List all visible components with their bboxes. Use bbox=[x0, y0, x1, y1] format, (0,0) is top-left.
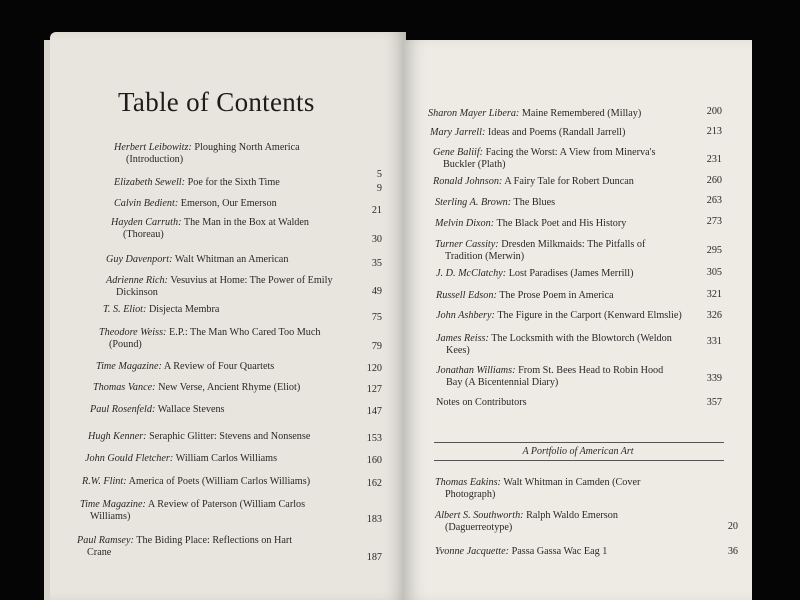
toc-entry bbox=[90, 404, 346, 416]
entry-title: Ploughing North America bbox=[194, 142, 300, 153]
entry-author: J. D. McClatchy: bbox=[436, 268, 507, 279]
entry-first-line bbox=[77, 535, 346, 547]
entry-page-number: 49 bbox=[371, 286, 382, 297]
entry-page-number: 75 bbox=[371, 312, 382, 323]
entry-title: Passa Gassa Wac Eag 1 bbox=[511, 546, 608, 557]
entry-page-number: 187 bbox=[366, 552, 382, 563]
entry-page-number: 339 bbox=[706, 373, 722, 384]
divider-bottom bbox=[434, 460, 724, 461]
entry-page-number: 231 bbox=[706, 154, 722, 165]
entry-page-number: 147 bbox=[366, 406, 382, 417]
entry-author: Thomas Vance: bbox=[93, 382, 156, 393]
entry-first-line bbox=[88, 431, 346, 443]
toc-entry bbox=[96, 361, 346, 373]
entry-first-line bbox=[430, 127, 692, 139]
entry-title-continuation: Bay (A Bicentennial Diary) bbox=[446, 377, 559, 388]
entry-title: Lost Paradises (James Merrill) bbox=[508, 268, 634, 279]
entry-title: E.P.: The Man Who Cared Too Much bbox=[169, 327, 321, 338]
entry-title: Poe for the Sixth Time bbox=[187, 177, 280, 188]
entry-title: A Fairy Tale for Robert Duncan bbox=[504, 176, 634, 187]
toc-entry bbox=[436, 365, 692, 389]
entry-first-line bbox=[435, 477, 692, 489]
entry-first-line bbox=[436, 290, 692, 302]
entry-page-number: 305 bbox=[706, 267, 722, 278]
entry-first-line bbox=[436, 397, 692, 409]
entry-first-line bbox=[106, 254, 346, 266]
entry-title: America of Poets (William Carlos Williams) bbox=[128, 476, 311, 487]
entry-first-line bbox=[85, 453, 346, 465]
entry-page-number: 357 bbox=[706, 397, 722, 408]
entry-page-number: 200 bbox=[706, 106, 722, 117]
toc-entry bbox=[99, 327, 346, 351]
entry-page-number: 20 bbox=[727, 521, 738, 532]
entry-author: Guy Davenport: bbox=[106, 254, 173, 265]
entry-first-line bbox=[436, 333, 692, 345]
toc-entry bbox=[114, 198, 346, 210]
toc-entry bbox=[430, 127, 692, 139]
entry-author: Jonathan Williams: bbox=[436, 365, 516, 376]
entry-title-continuation: Dickinson bbox=[116, 287, 158, 298]
entry-title-continuation: Williams) bbox=[90, 511, 131, 522]
entry-title: Maine Remembered (Millay) bbox=[521, 108, 642, 119]
entry-page-number: 183 bbox=[366, 514, 382, 525]
page-title: Table of Contents bbox=[118, 87, 315, 117]
entry-author: Time Magazine: bbox=[96, 361, 162, 372]
entry-author: Gene Baliif: bbox=[433, 147, 484, 158]
toc-entry bbox=[435, 546, 692, 558]
entry-author: Russell Edson: bbox=[436, 290, 497, 301]
entry-author: Turner Cassity: bbox=[435, 239, 499, 250]
left-page bbox=[50, 32, 406, 600]
right-page bbox=[404, 40, 752, 600]
entry-title-continuation: Buckler (Plath) bbox=[443, 159, 506, 170]
portfolio-heading: A Portfolio of American Art bbox=[522, 446, 634, 457]
entry-page-number: 120 bbox=[366, 363, 382, 374]
entry-author: Herbert Leibowitz: bbox=[114, 142, 192, 153]
toc-entry bbox=[433, 176, 692, 188]
entry-title: Walt Whitman an American bbox=[174, 254, 289, 265]
toc-entry bbox=[433, 147, 692, 171]
toc-entry bbox=[435, 197, 692, 209]
entry-author: Time Magazine: bbox=[80, 499, 146, 510]
entry-title: Wallace Stevens bbox=[157, 404, 225, 415]
entry-page-number: 127 bbox=[366, 384, 382, 395]
entry-title-continuation: (Daguerreotype) bbox=[445, 522, 513, 533]
entry-title: Facing the Worst: A View from Minerva's bbox=[485, 147, 656, 158]
entry-first-line bbox=[93, 382, 346, 394]
entry-page-number: 30 bbox=[371, 234, 382, 245]
toc-entry bbox=[103, 304, 346, 316]
entry-title: Dresden Milkmaids: The Pitfalls of bbox=[501, 239, 646, 250]
entry-author: Hugh Kenner: bbox=[88, 431, 147, 442]
toc-entry bbox=[436, 268, 692, 280]
entry-author: Hayden Carruth: bbox=[111, 217, 182, 228]
entry-first-line bbox=[80, 499, 346, 511]
entry-title: Ideas and Poems (Randall Jarrell) bbox=[487, 127, 626, 138]
entry-title: The Locksmith with the Blowtorch (Weldon bbox=[491, 333, 672, 344]
entry-title: The Blues bbox=[513, 197, 556, 208]
entry-title: The Black Poet and His History bbox=[496, 218, 627, 229]
entry-title: From St. Bees Head to Robin Hood bbox=[518, 365, 664, 376]
toc-entry bbox=[436, 397, 692, 409]
entry-page-number: 9 bbox=[376, 183, 382, 194]
entry-title: Emerson, Our Emerson bbox=[180, 198, 277, 209]
entry-author: R.W. Flint: bbox=[82, 476, 127, 487]
toc-entry bbox=[106, 275, 346, 299]
entry-page-number: 36 bbox=[727, 546, 738, 557]
entry-author: Paul Rosenfeld: bbox=[90, 404, 156, 415]
toc-entry bbox=[435, 477, 692, 501]
entry-first-line bbox=[114, 142, 346, 154]
entry-title: The Figure in the Carport (Kenward Elmslie) bbox=[497, 310, 682, 321]
entry-first-line bbox=[436, 268, 692, 280]
entry-page-number: 35 bbox=[371, 258, 382, 269]
toc-entry bbox=[106, 254, 346, 266]
entry-first-line bbox=[435, 197, 692, 209]
toc-entry bbox=[82, 476, 346, 488]
entry-title: The Biding Place: Reflections on Hart bbox=[136, 535, 293, 546]
entry-author: John Gould Fletcher: bbox=[85, 453, 174, 464]
entry-page-number: 160 bbox=[366, 455, 382, 466]
entry-page-number: 331 bbox=[706, 336, 722, 347]
entry-first-line bbox=[433, 176, 692, 188]
entry-page-number: 273 bbox=[706, 216, 722, 227]
entry-first-line bbox=[103, 304, 346, 316]
entry-title: Disjecta Membra bbox=[148, 304, 220, 315]
entry-author: Calvin Bedient: bbox=[114, 198, 179, 209]
toc-entry bbox=[436, 290, 692, 302]
entry-title: Notes on Contributors bbox=[436, 397, 527, 408]
entry-first-line bbox=[428, 108, 692, 120]
toc-entry bbox=[436, 310, 692, 322]
toc-entry bbox=[428, 108, 692, 120]
toc-entry bbox=[435, 239, 692, 263]
entry-page-number: 321 bbox=[706, 289, 722, 300]
entry-author: John Ashbery: bbox=[436, 310, 495, 321]
entry-author: Adrienne Rich: bbox=[106, 275, 168, 286]
entry-page-number: 79 bbox=[371, 341, 382, 352]
entry-title: Seraphic Glitter: Stevens and Nonsense bbox=[149, 431, 311, 442]
entry-title: The Man in the Box at Walden bbox=[183, 217, 310, 228]
entry-page-number: 213 bbox=[706, 126, 722, 137]
entry-author: Paul Ramsey: bbox=[77, 535, 134, 546]
entry-page-number: 5 bbox=[376, 169, 382, 180]
entry-title: Walt Whitman in Camden (Cover bbox=[503, 477, 641, 488]
entry-title: Ralph Waldo Emerson bbox=[526, 510, 618, 521]
entry-first-line bbox=[99, 327, 346, 339]
entry-first-line bbox=[90, 404, 346, 416]
toc-entry bbox=[114, 177, 346, 189]
entry-first-line bbox=[82, 476, 346, 488]
entry-author: Ronald Johnson: bbox=[433, 176, 503, 187]
entry-first-line bbox=[435, 510, 692, 522]
entry-page-number: 295 bbox=[706, 245, 722, 256]
entry-first-line bbox=[114, 177, 346, 189]
entry-title-continuation: Photograph) bbox=[445, 489, 496, 500]
entry-first-line bbox=[433, 147, 692, 159]
entry-first-line bbox=[106, 275, 346, 287]
toc-entry bbox=[436, 333, 692, 357]
entry-title-continuation: (Pound) bbox=[109, 339, 142, 350]
entry-page-number: 153 bbox=[366, 433, 382, 444]
entry-author: Albert S. Southworth: bbox=[435, 510, 524, 521]
toc-entry bbox=[77, 535, 346, 559]
entry-title-continuation: Kees) bbox=[446, 345, 470, 356]
entry-title-continuation: Tradition (Merwin) bbox=[445, 251, 525, 262]
entry-first-line bbox=[96, 361, 346, 373]
entry-author: Mary Jarrell: bbox=[430, 127, 486, 138]
entry-title: A Review of Four Quartets bbox=[163, 361, 275, 372]
entry-author: Sharon Mayer Libera: bbox=[428, 108, 520, 119]
entry-author: Melvin Dixon: bbox=[435, 218, 495, 229]
entry-page-number: 263 bbox=[706, 195, 722, 206]
entry-first-line bbox=[435, 546, 692, 558]
entry-title-continuation: Crane bbox=[87, 547, 112, 558]
entry-title-continuation: (Thoreau) bbox=[123, 229, 164, 240]
entry-title: The Prose Poem in America bbox=[499, 290, 614, 301]
entry-first-line bbox=[436, 310, 692, 322]
toc-entry bbox=[93, 382, 346, 394]
entry-first-line bbox=[435, 218, 692, 230]
entry-author: Theodore Weiss: bbox=[99, 327, 167, 338]
toc-entry bbox=[80, 499, 346, 523]
entry-first-line bbox=[114, 198, 346, 210]
entry-page-number: 162 bbox=[366, 478, 382, 489]
entry-page-number: 260 bbox=[706, 175, 722, 186]
entry-page-number: 21 bbox=[371, 205, 382, 216]
toc-entry bbox=[88, 431, 346, 443]
toc-entry bbox=[111, 217, 346, 241]
divider-top bbox=[434, 442, 724, 443]
entry-author: T. S. Eliot: bbox=[103, 304, 147, 315]
entry-page-number: 326 bbox=[706, 310, 722, 321]
toc-entry bbox=[114, 142, 346, 166]
toc-entry bbox=[85, 453, 346, 465]
entry-title-continuation: (Introduction) bbox=[126, 154, 184, 165]
entry-first-line bbox=[436, 365, 692, 377]
entry-first-line bbox=[111, 217, 346, 229]
entry-title: New Verse, Ancient Rhyme (Eliot) bbox=[158, 382, 301, 393]
entry-author: Elizabeth Sewell: bbox=[114, 177, 186, 188]
toc-entry bbox=[435, 218, 692, 230]
entry-author: James Reiss: bbox=[436, 333, 489, 344]
entry-author: Thomas Eakins: bbox=[435, 477, 501, 488]
entry-title: William Carlos Williams bbox=[175, 453, 278, 464]
entry-title: Vesuvius at Home: The Power of Emily bbox=[170, 275, 333, 286]
entry-author: Yvonne Jacquette: bbox=[435, 546, 510, 557]
entry-author: Sterling A. Brown: bbox=[435, 197, 512, 208]
toc-entry bbox=[435, 510, 692, 534]
entry-title: A Review of Paterson (William Carlos bbox=[147, 499, 306, 510]
entry-first-line bbox=[435, 239, 692, 251]
